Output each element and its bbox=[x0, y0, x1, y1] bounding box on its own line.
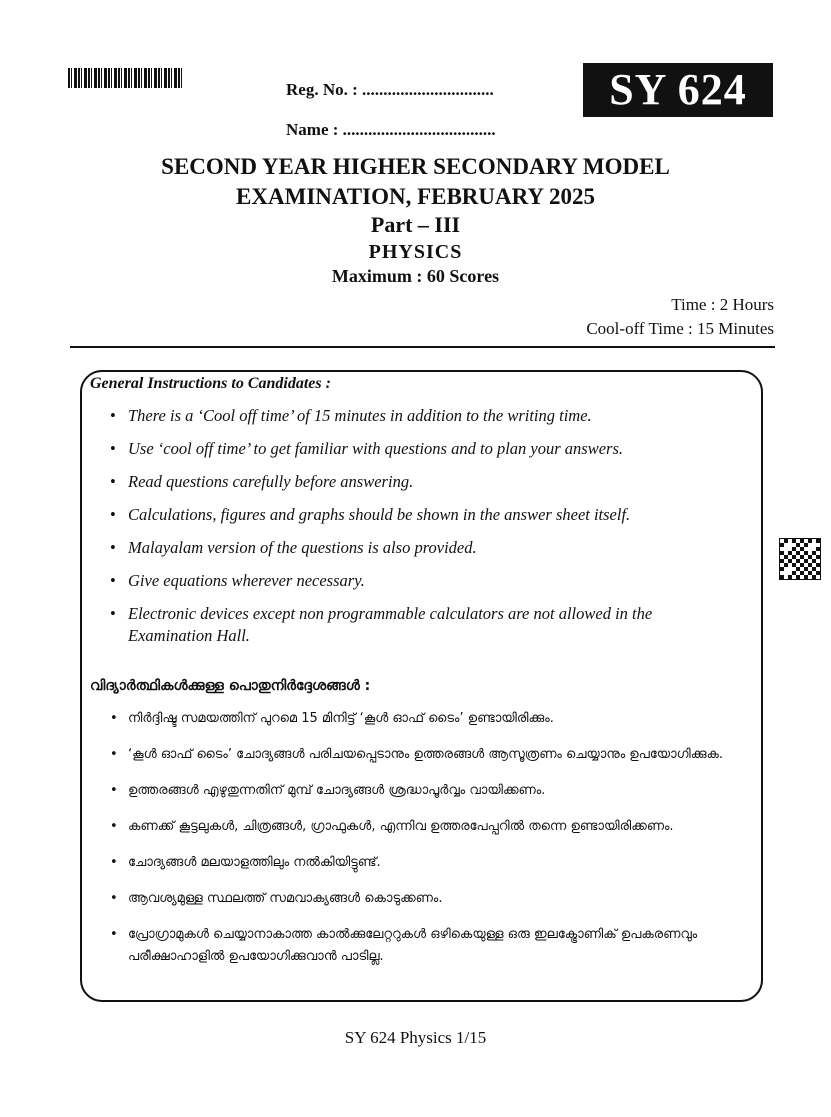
instruction-item: • Malayalam version of the questions is also provided. bbox=[110, 537, 730, 559]
exam-title-line2: EXAMINATION, FEBRUARY 2025 bbox=[236, 184, 595, 209]
cool-off-label: Cool-off Time : 15 Minutes bbox=[586, 319, 774, 338]
subject-label: PHYSICS bbox=[368, 241, 463, 263]
malayalam-item: • ചോദ്യങ്ങൾ മലയാളത്തിലും നൽകിയിട്ടുണ്ട്. bbox=[110, 852, 750, 874]
instructions-list bbox=[110, 405, 730, 658]
instruction-item: • Use ‘cool off time’ to get familiar with questions and to plan your answers. bbox=[110, 438, 730, 460]
malayalam-heading: വിദ്യാർത്ഥികൾക്കുള്ള പൊതുനിർദ്ദേശങ്ങൾ : bbox=[90, 678, 371, 694]
name-field: Name : .................................... bbox=[286, 120, 496, 139]
malayalam-item: • ഉത്തരങ്ങൾ എഴുതുന്നതിന് മുമ്പ് ചോദ്യങ്ങൾ ശ്രദ്ധാപൂർവ്വം വായിക്കണം. bbox=[110, 780, 750, 802]
part-label: Part – III bbox=[370, 212, 461, 237]
barcode bbox=[68, 68, 184, 88]
malayalam-item: • ആവശ്യമുള്ള സ്ഥലത്ത് സമവാക്യങ്ങൾ കൊടുക്കണം. bbox=[110, 888, 750, 910]
reg-no-field: Reg. No. : ............................... bbox=[286, 80, 494, 99]
instruction-item: • Electronic devices except non programmable calculators are not allowed in the Examination Hall. bbox=[110, 603, 730, 647]
paper-code-box: SY 624 bbox=[583, 63, 773, 117]
divider bbox=[70, 346, 775, 348]
malayalam-item: • പ്രോഗ്രാമുകൾ ചെയ്യാനാകാത്ത കാൽക്കുലേറ്ററുകൾ ഒഴികെയുള്ള ഒരു ഇലക്ട്രോണിക് ഉപകരണവും പരീക്ഷാഹാളിൽ ഉപയോഗിക്കുവാൻ പാടില്ല. bbox=[110, 924, 750, 968]
instruction-item: • Read questions carefully before answering. bbox=[110, 471, 730, 493]
instructions-heading: General Instructions to Candidates : bbox=[90, 375, 331, 392]
instruction-item: • There is a ‘Cool off time’ of 15 minutes in addition to the writing time. bbox=[110, 405, 730, 427]
page-footer: SY 624 Physics 1/15 bbox=[344, 1028, 487, 1047]
time-label: Time : 2 Hours bbox=[671, 295, 774, 314]
exam-title-line1: SECOND YEAR HIGHER SECONDARY MODEL bbox=[161, 154, 670, 179]
qr-code-icon bbox=[779, 538, 821, 580]
maximum-score: Maximum : 60 Scores bbox=[331, 266, 500, 286]
malayalam-item: • കണക്ക് കൂട്ടലുകൾ, ചിത്രങ്ങൾ, ഗ്രാഫുകൾ, എന്നിവ ഉത്തരപേപ്പറിൽ തന്നെ ഉണ്ടായിരിക്കണം. bbox=[110, 816, 750, 838]
malayalam-item: • ‘കൂൾ ഓഫ് ടൈം’ ചോദ്യങ്ങൾ പരിചയപ്പെടാനും ഉത്തരങ്ങൾ ആസൂത്രണം ചെയ്യാനും ഉപയോഗിക്കുക. bbox=[110, 744, 750, 766]
malayalam-item: • നിർദ്ദിഷ്ട സമയത്തിന് പുറമെ 15 മിനിട്ട് ‘കൂൾ ഓഫ് ടൈം’ ഉണ്ടായിരിക്കും. bbox=[110, 708, 750, 730]
timing-block bbox=[586, 293, 774, 341]
instruction-item: • Calculations, figures and graphs should be shown in the answer sheet itself. bbox=[110, 504, 730, 526]
instruction-item: • Give equations wherever necessary. bbox=[110, 570, 730, 592]
malayalam-instructions-list bbox=[110, 708, 750, 982]
